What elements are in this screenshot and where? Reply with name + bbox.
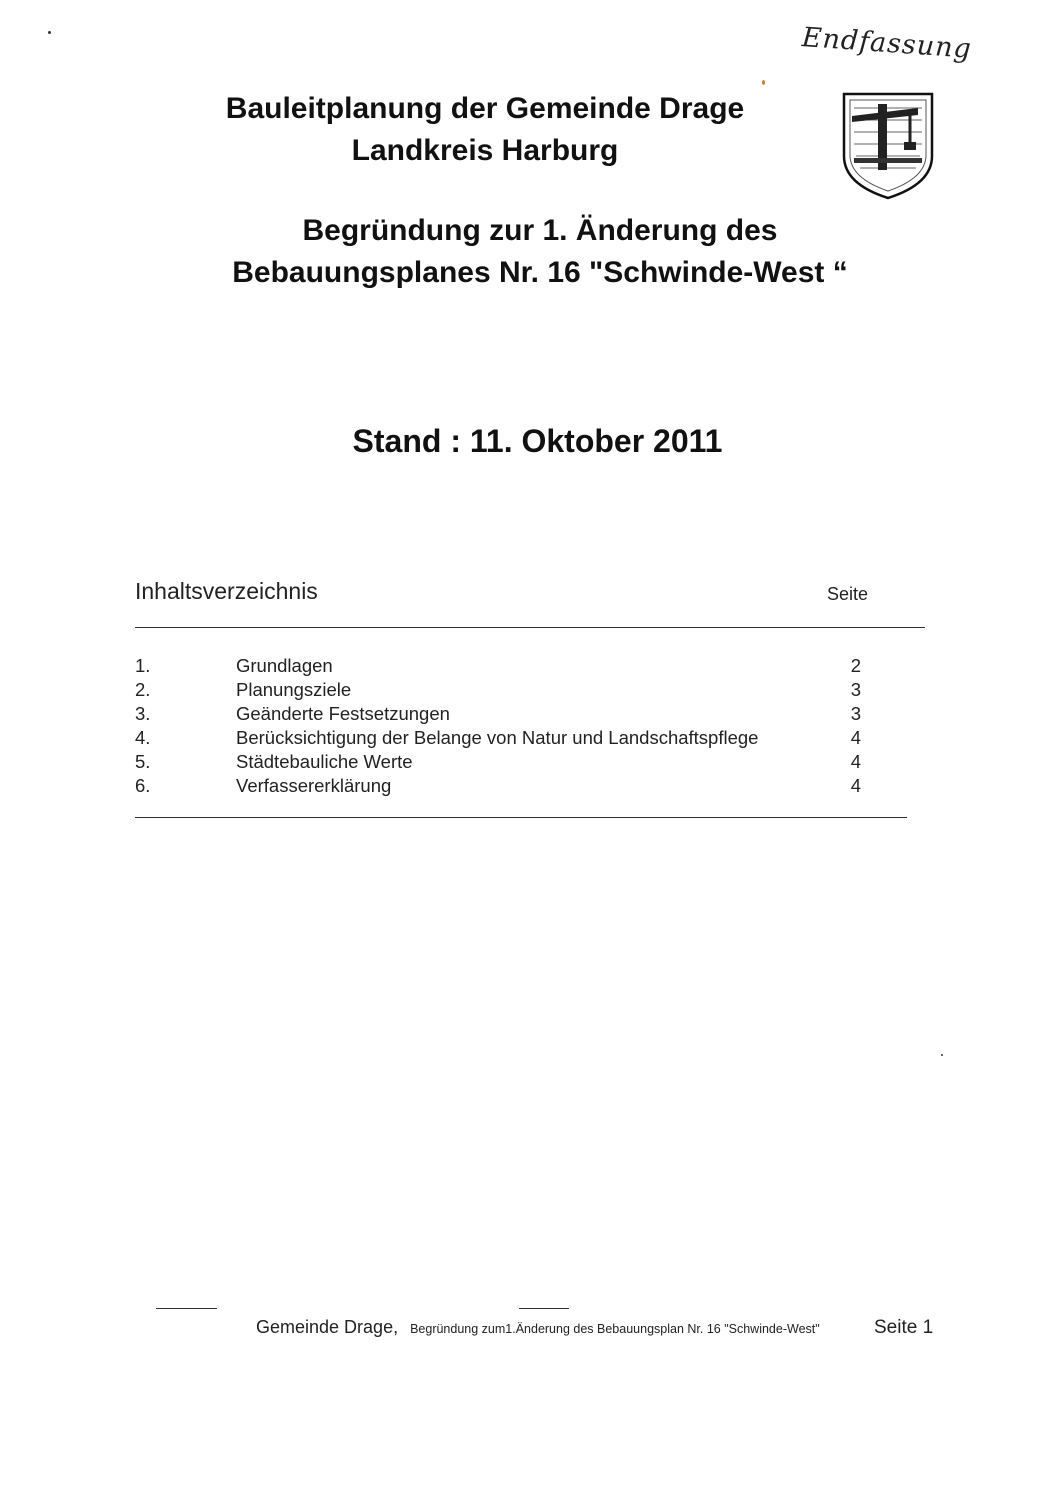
toc-item-title: Städtebauliche Werte bbox=[236, 751, 413, 772]
toc-item-title: Berücksichtigung der Belange von Natur und Landschaftspflege bbox=[236, 727, 759, 748]
toc-top-divider bbox=[135, 627, 925, 628]
toc-item-number: 3. bbox=[135, 703, 151, 724]
footer-document: Begründung zum1.Änderung des Bebauungsplan Nr. 16 "Schwinde-West" bbox=[410, 1322, 820, 1336]
toc-item-page: 3 bbox=[850, 703, 861, 724]
toc-list bbox=[135, 654, 875, 798]
toc-item-number: 4. bbox=[135, 727, 151, 748]
toc-page-label: Seite bbox=[827, 584, 869, 604]
document-date: Stand : 11. Oktober 2011 bbox=[352, 423, 723, 459]
scan-speck bbox=[762, 80, 765, 85]
toc-item-number: 6. bbox=[135, 775, 151, 796]
toc-item[interactable] bbox=[135, 750, 875, 774]
toc-item-page: 4 bbox=[850, 751, 861, 772]
title-line-1: Bauleitplanung der Gemeinde Drage bbox=[225, 92, 745, 125]
municipal-coat-of-arms-icon bbox=[838, 88, 938, 202]
toc-item-number: 5. bbox=[135, 751, 151, 772]
toc-item[interactable] bbox=[135, 774, 875, 798]
toc-item[interactable] bbox=[135, 678, 875, 702]
scan-speck bbox=[48, 31, 51, 34]
toc-item-number: 1. bbox=[135, 655, 151, 676]
toc-item[interactable] bbox=[135, 726, 875, 750]
subtitle-line-2: Bebauungsplanes Nr. 16 "Schwinde-West “ bbox=[232, 256, 848, 289]
toc-item-title: Geänderte Festsetzungen bbox=[236, 703, 450, 724]
toc-bottom-divider bbox=[135, 817, 907, 818]
toc-item-page: 3 bbox=[850, 679, 861, 700]
toc-item-title: Grundlagen bbox=[236, 655, 333, 676]
toc-item-number: 2. bbox=[135, 679, 151, 700]
toc-heading: Inhaltsverzeichnis bbox=[135, 578, 318, 604]
scan-speck bbox=[941, 1054, 943, 1056]
title-line-2: Landkreis Harburg bbox=[351, 134, 619, 167]
footer-page-number: Seite 1 bbox=[874, 1317, 934, 1338]
footer-rule-right bbox=[519, 1308, 569, 1309]
toc-item-title: Planungsziele bbox=[236, 679, 352, 700]
toc-item-page: 4 bbox=[850, 775, 861, 796]
footer-municipality: Gemeinde Drage, bbox=[256, 1317, 399, 1337]
page-title bbox=[150, 88, 820, 172]
footer-rule-left bbox=[156, 1308, 217, 1309]
document-subtitle bbox=[160, 210, 920, 294]
toc-item-page: 4 bbox=[850, 727, 861, 748]
toc-item[interactable] bbox=[135, 702, 875, 726]
toc-item-page: 2 bbox=[850, 655, 861, 676]
footer-reference bbox=[256, 1317, 820, 1338]
subtitle-line-1: Begründung zur 1. Änderung des bbox=[302, 214, 778, 247]
handwritten-note: Endfassung bbox=[800, 22, 973, 65]
toc-item-title: Verfassererklärung bbox=[236, 775, 392, 796]
toc-item[interactable] bbox=[135, 654, 875, 678]
